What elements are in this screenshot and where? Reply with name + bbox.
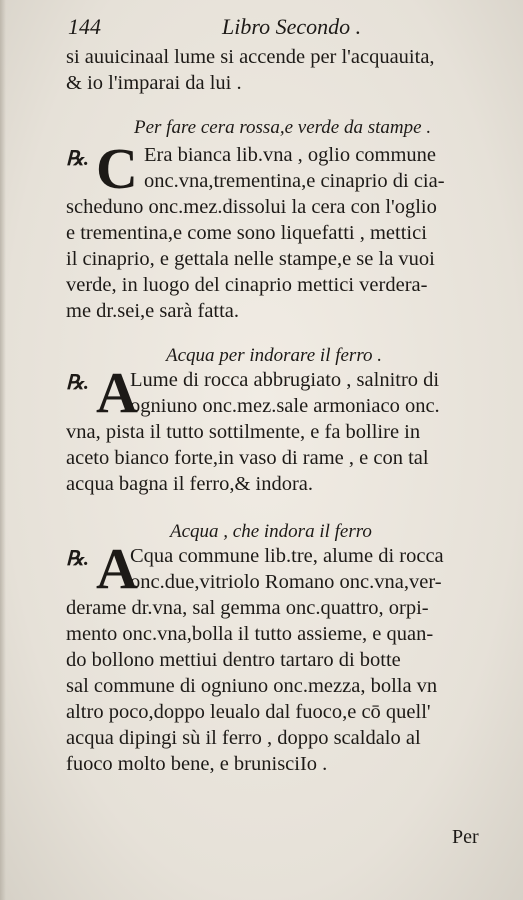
recipe-line: do bollono mettiui dentro tartaro di botte <box>66 649 401 671</box>
recipe-body <box>66 543 444 777</box>
recipe-body <box>66 136 445 324</box>
recipe-body <box>66 367 440 497</box>
intro-line: si auuicinaal lume si accende per l'acquauita, <box>66 46 435 68</box>
recipe-line: verde, in luogo del cinaprio mettici verdera- <box>66 274 428 296</box>
recipe-line: onc.due,vitriolo Romano onc.vna,ver- <box>130 571 442 593</box>
page-gutter-shadow <box>0 0 6 900</box>
recipe-line: mento onc.vna,bolla il tutto assieme, e quan- <box>66 623 434 645</box>
recipe-line: sal commune di ogniuno onc.mezza, bolla vn <box>66 675 438 697</box>
recipe-line: vna, pista il tutto sottilmente, e fa bollire in <box>66 421 421 443</box>
recipe-line: acqua dipingi sù il ferro , doppo scaldalo al <box>66 727 421 749</box>
recipe-line: il cinaprio, e gettala nelle stampe,e se la vuoi <box>66 248 435 270</box>
recipe-line: acqua bagna il ferro,& indora. <box>66 473 314 495</box>
recipe-title: Acqua , che indora il ferro <box>170 521 372 542</box>
recipe-line: Cqua commune lib.tre, alume di rocca <box>130 545 444 567</box>
recipe-symbol: ℞. <box>66 548 89 570</box>
recipe-title: Per fare cera rossa,e verde da stampe . <box>134 117 432 138</box>
page-header <box>68 14 508 42</box>
recipe-line: ogniuno onc.mez.sale armoniaco onc. <box>130 395 440 417</box>
drop-cap-initial: A <box>96 360 138 425</box>
catchword: Per <box>452 826 479 848</box>
recipe-line: aceto bianco forte,in vaso di rame , e con tal <box>66 447 429 469</box>
recipe-line: Lume di rocca abbrugiato , salnitro di <box>130 369 440 391</box>
recipe-line: onc.vna,trementina,e cinaprio di cia- <box>144 170 445 192</box>
intro-paragraph <box>66 44 435 96</box>
recipe-line: derame dr.vna, sal gemma onc.quattro, orpi- <box>66 597 429 619</box>
recipe-line: altro poco,doppo leualo dal fuoco,e cō quell' <box>66 701 431 723</box>
drop-cap-initial: A <box>96 536 138 601</box>
running-head: Libro Secondo . <box>222 14 362 39</box>
recipe-symbol: ℞. <box>66 372 89 394</box>
recipe-line: me dr.sei,e sarà fatta. <box>66 300 240 322</box>
recipe-line: Era bianca lib.vna , oglio commune <box>144 144 437 166</box>
recipe-line: scheduno onc.mez.dissolui la cera con l'oglio <box>66 196 437 218</box>
page-number: 144 <box>68 14 101 39</box>
recipe-symbol: ℞. <box>66 148 89 170</box>
intro-line: & io l'imparai da lui . <box>66 72 242 94</box>
recipe-line: e trementina,e come sono liquefatti , mettici <box>66 222 427 244</box>
recipe-title: Acqua per indorare il ferro . <box>166 345 383 366</box>
drop-cap-initial: C <box>96 136 138 201</box>
recipe-line: fuoco molto bene, e brunisciIo . <box>66 753 328 775</box>
